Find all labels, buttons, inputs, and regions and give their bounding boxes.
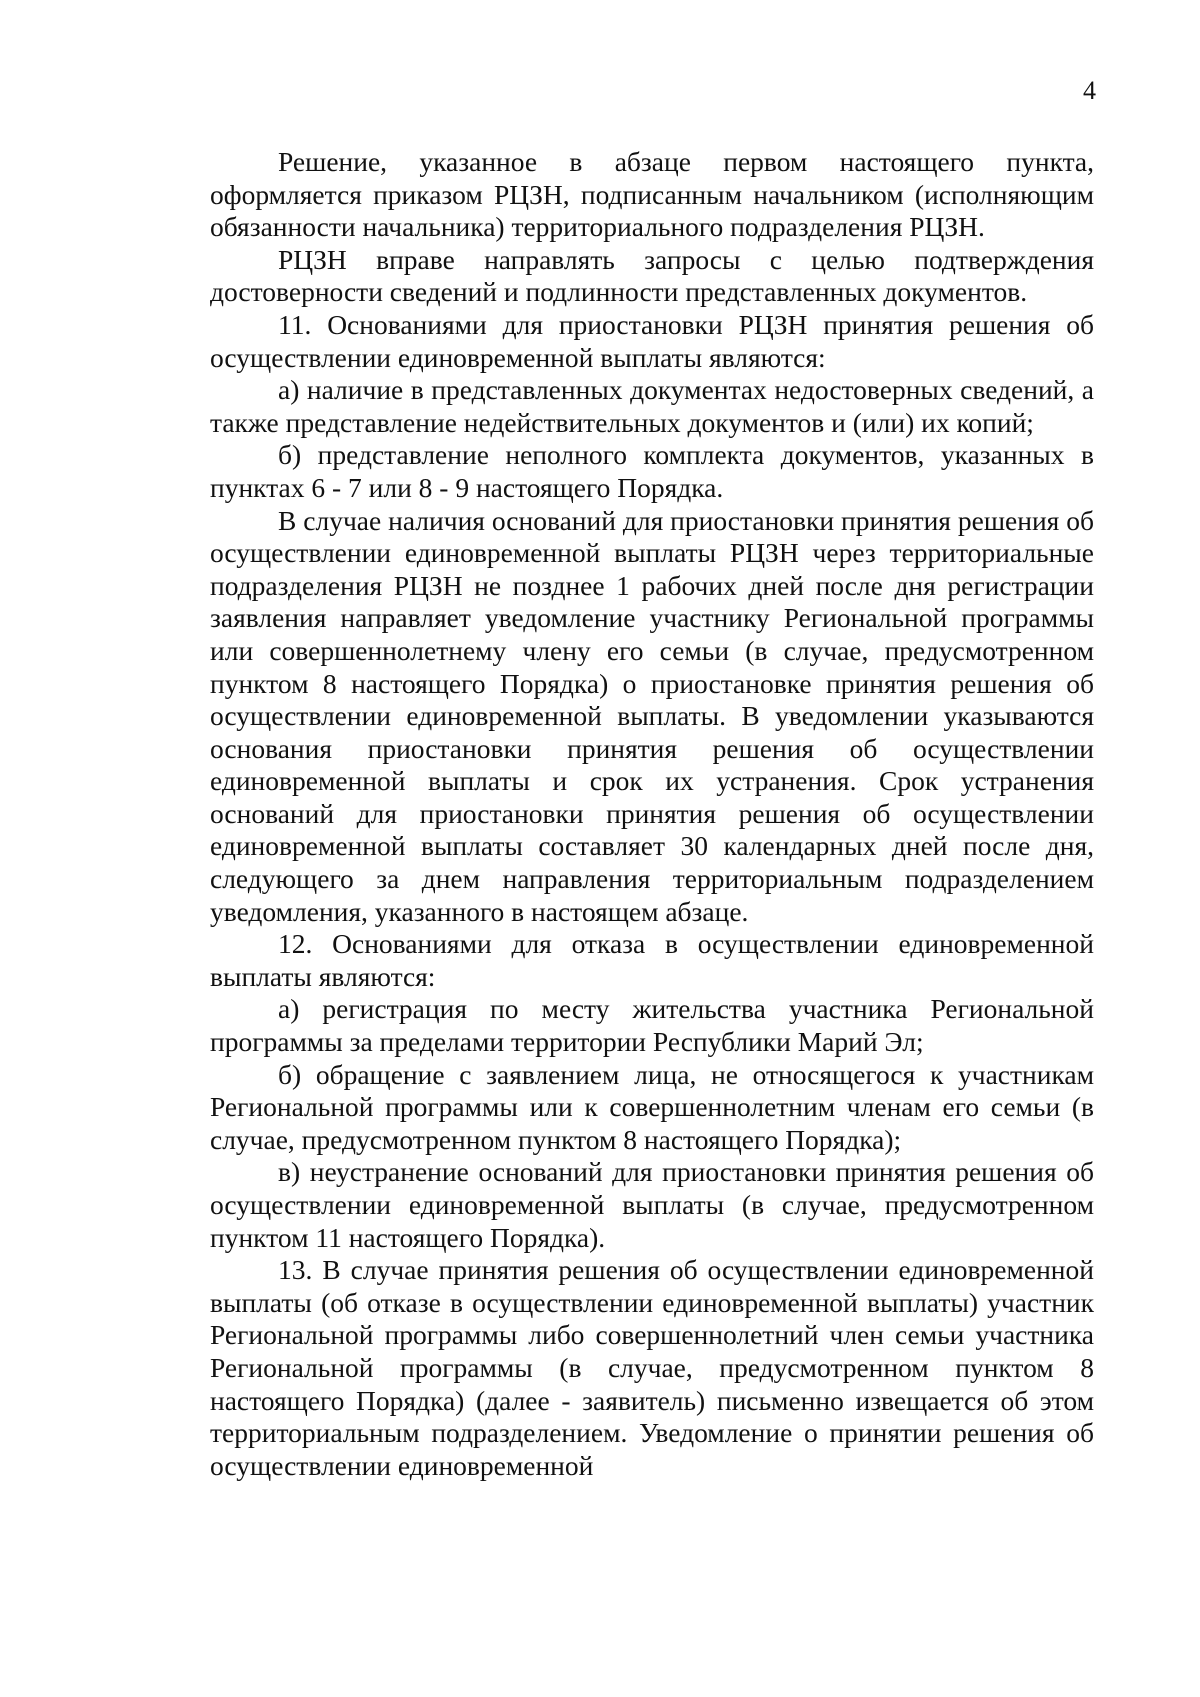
paragraph-12a-registration-outside: а) регистрация по месту жительства участника Региональной программы за пределами территории Республики Марий Эл; [210,993,1094,1058]
document-body [210,146,1094,1482]
page-number: 4 [1083,76,1096,105]
paragraph-11b-incomplete-documents: б) представление неполного комплекта документов, указанных в пунктах 6 - 7 или 8 - 9 настоящего Порядка. [210,439,1094,503]
paragraph-12b-not-participant: б) обращение с заявлением лица, не относящегося к участникам Региональной программы или к совершеннолетним членам его семьи (в случае, предусмотренном пунктом 8 настоящего Порядка); [210,1058,1094,1155]
paragraph-12-refusal-grounds: 12. Основаниями для отказа в осуществлении единовременной выплаты являются: [210,928,1094,992]
paragraph-12c-not-eliminated: в) неустранение оснований для приостановки принятия решения об осуществлении единовременной выплаты (в случае, предусмотренном пунктом 11 настоящего Порядка). [210,1156,1094,1253]
paragraph-decision-formalization: Решение, указанное в абзаце первом настоящего пункта, оформляется приказом РЦЗН, подписанным начальником (исполняющим обязанности начальника) территориального подразделения РЦЗН. [210,146,1094,243]
paragraph-11a-false-information: а) наличие в представленных документах недостоверных сведений, а также представление недействительных документов и (или) их копий; [210,374,1094,438]
paragraph-rczn-requests: РЦЗН вправе направлять запросы с целью подтверждения достоверности сведений и подлинности представленных документов. [210,243,1094,308]
paragraph-13-notification: 13. В случае принятия решения об осуществлении единовременной выплаты (об отказе в осуществлении единовременной выплаты) участник Региональной программы либо совершеннолетний член семьи участника Региональной программы (в случае, предусмотренном пунктом 8 настоящего Порядка) (далее - заявитель) письменно извещается об этом территориальным подразделением. Уведомление о принятии решения об осуществлении единовременной [210,1254,1094,1481]
paragraph-11-suspension-grounds: 11. Основаниями для приостановки РЦЗН принятия решения об осуществлении единовременной выплаты являются: [210,308,1094,373]
paragraph-suspension-notification: В случае наличия оснований для приостановки принятия решения об осуществлении единовременной выплаты РЦЗН через территориальные подразделения РЦЗН не позднее 1 рабочих дней после дня регистрации заявления направляет уведомление участнику Региональной программы или совершеннолетнему члену его семьи (в случае, предусмотренном пунктом 8 настоящего Порядка) о приостановке принятия решения об осуществлении единовременной выплаты. В уведомлении указываются основания приостановки принятия решения об осуществлении единовременной выплаты и срок их устранения. Срок устранения оснований для приостановки принятия решения об осуществлении единовременной выплаты составляет 30 календарных дней после дня, следующего за днем направления территориальным подразделением уведомления, указанного в настоящем абзаце. [210,504,1094,927]
